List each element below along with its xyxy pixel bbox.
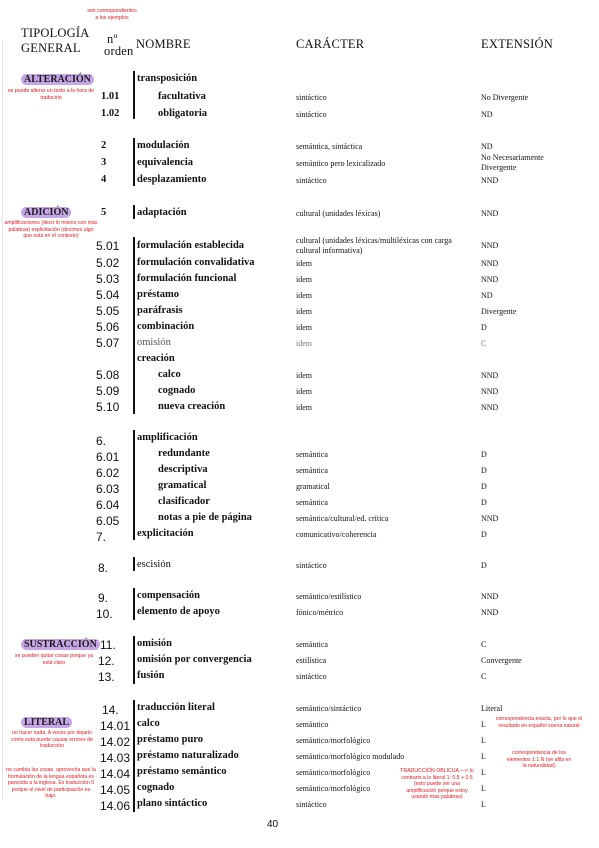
- row-ext: No Divergente: [481, 93, 529, 102]
- row-name: omisión: [137, 638, 173, 649]
- category-sustraccion: SUSTRACCIÓN: [21, 639, 100, 650]
- scan-margin-line: [2, 40, 6, 800]
- row-num: 11.: [100, 638, 116, 652]
- row-ext: L: [481, 784, 486, 793]
- row-name: compensación: [137, 590, 200, 601]
- row-num: 5.10: [96, 400, 120, 414]
- row-ext: L: [481, 736, 486, 745]
- row-num: 5.04: [96, 288, 120, 302]
- row-ext: C: [481, 640, 487, 649]
- row-char: semántico/morfológico: [296, 736, 371, 745]
- row-num: 6.: [96, 434, 107, 448]
- note-adicion: amplificaciones (decir lo mismo con más palabras) explicitación (decimos algo que está en el contexto): [4, 220, 98, 240]
- row-name: equivalencia: [137, 157, 194, 168]
- row-num: 6.03: [96, 482, 120, 496]
- row-ext: Convergente: [481, 656, 522, 665]
- row-ext-2: Divergente: [481, 163, 517, 172]
- row-ext: D: [481, 561, 487, 570]
- header-handwritten-note: son correspondientes a los ejemplos: [87, 8, 137, 21]
- row-char: semántico/morfológico: [296, 768, 371, 777]
- row-name: modulación: [137, 140, 190, 151]
- row-ext: D: [481, 466, 487, 475]
- row-num: 5.03: [96, 272, 120, 286]
- row-char: idem: [296, 307, 312, 316]
- category-adicion: ADICIÓN: [21, 207, 71, 218]
- row-name: fusión: [137, 670, 165, 681]
- row-ext: NND: [481, 209, 499, 218]
- annotation-correspondencia-exacta: correspondencia exacta, por lo que el resultado en español suena natural: [495, 716, 583, 729]
- row-name: descriptiva: [158, 464, 208, 475]
- row-name: cognado: [158, 385, 196, 396]
- row-name: explicitación: [137, 528, 194, 539]
- row-num: 14.: [102, 703, 119, 717]
- row-name: notas a pie de página: [158, 512, 252, 523]
- row-ext: ND: [481, 142, 493, 151]
- row-char: idem: [296, 339, 312, 348]
- row-ext: NND: [481, 275, 499, 284]
- row-num: 5.08: [96, 368, 120, 382]
- row-name: clasificador: [158, 496, 210, 507]
- header-orden: orden: [104, 44, 134, 58]
- row-num: 5.05: [96, 304, 120, 318]
- row-ext: D: [481, 323, 487, 332]
- note-alteracion: se puede alterar un texto a la hora de traducirlo: [7, 88, 95, 101]
- row-ext: NND: [481, 371, 499, 380]
- row-num: 14.02: [100, 735, 131, 749]
- row-char: semántico/morfológico modulado: [296, 752, 405, 761]
- row-name: préstamo naturalizado: [137, 750, 239, 761]
- row-char: idem: [296, 259, 312, 268]
- row-ext: L: [481, 720, 486, 729]
- row-name: combinación: [137, 321, 195, 332]
- group-bar-compensacion: [133, 588, 135, 620]
- row-char: semántica/cultural/ed. crítica: [296, 514, 389, 523]
- row-ext: ND: [481, 110, 493, 119]
- row-name: préstamo puro: [137, 734, 204, 745]
- note-literal-1: no hacer nada. A veces por dejarlo como está puede causar errores de traducción: [11, 730, 93, 750]
- row-char: idem: [296, 291, 312, 300]
- row-name: formulación funcional: [137, 273, 237, 284]
- row-char: idem: [296, 387, 312, 396]
- row-name: paráfrasis: [137, 305, 183, 316]
- row-num: 5: [101, 207, 107, 218]
- row-char: cultural (unidades léxicas/multiléxicas con carga: [296, 236, 452, 245]
- group-bar-transposicion: [133, 71, 135, 119]
- row-ext: NND: [481, 387, 499, 396]
- row-char: semántico: [296, 720, 329, 729]
- row-num: 9.: [98, 591, 109, 605]
- header-general: GENERAL: [21, 41, 81, 55]
- row-num: 4: [101, 174, 107, 185]
- group-bar-amplificacion: [133, 430, 135, 540]
- row-ext: D: [481, 450, 487, 459]
- row-char: comunicativo/coherencia: [296, 530, 377, 539]
- row-name: omisión por convergencia: [137, 654, 252, 665]
- row-num: 5.02: [96, 256, 120, 270]
- header-extension: EXTENSIÓN: [481, 37, 553, 51]
- row-ext: L: [481, 800, 486, 809]
- row-char: semántica: [296, 640, 328, 649]
- row-num: 14.06: [100, 799, 131, 813]
- row-name: obligatoria: [158, 108, 207, 119]
- row-name: traducción literal: [137, 702, 215, 713]
- row-char: semántico/sintáctico: [296, 704, 362, 713]
- row-ext: NND: [481, 592, 499, 601]
- row-char: sintáctico: [296, 176, 327, 185]
- group-bar-omision: [133, 636, 135, 684]
- row-num: 14.03: [100, 751, 131, 765]
- row-ext: NND: [481, 403, 499, 412]
- row-num: 1.01: [101, 91, 120, 102]
- row-num: 12.: [98, 654, 115, 668]
- row-num: 3: [101, 157, 107, 168]
- row-ext: D: [481, 498, 487, 507]
- row-num: 6.04: [96, 498, 120, 512]
- row-num: 5.01: [96, 239, 120, 253]
- group-bar-escision: [133, 557, 135, 571]
- group-bar-modulacion: [133, 138, 135, 186]
- row-char: semántica: [296, 450, 328, 459]
- row-ext: L: [481, 752, 486, 761]
- row-ext: Literal: [481, 704, 503, 713]
- row-ext: D: [481, 530, 487, 539]
- row-name: creación: [137, 353, 175, 364]
- row-char: sintáctico: [296, 561, 327, 570]
- row-ext: Divergente: [481, 307, 517, 316]
- row-name: cognado: [137, 782, 175, 793]
- row-name: elemento de apoyo: [137, 606, 220, 617]
- row-char: semántica: [296, 498, 328, 507]
- row-name: préstamo semántico: [137, 766, 227, 777]
- row-num: 6.02: [96, 466, 120, 480]
- row-name: omisión: [137, 337, 171, 348]
- row-name: calco: [137, 718, 160, 729]
- header-caracter: CARÁCTER: [296, 37, 365, 51]
- header-tipologia: TIPOLOGÍA: [21, 26, 90, 40]
- row-name: formulación establecida: [137, 240, 245, 251]
- row-ext: D: [481, 482, 487, 491]
- row-char: sintáctico: [296, 672, 327, 681]
- row-name: gramatical: [158, 480, 207, 491]
- row-num: 8.: [98, 561, 109, 575]
- row-ext: NND: [481, 608, 499, 617]
- header-n: nº: [107, 32, 118, 46]
- annotation-traduccion-oblicua: TRADUCCIÓN OBLICUA —> lo contrario a lo literal 1: 0.5 + 0.5 (esto puede ser una amplificación porque estoy usando más palabras): [400, 768, 474, 801]
- row-num: 14.04: [100, 767, 131, 781]
- row-name: calco: [158, 369, 181, 380]
- row-num: 5.09: [96, 384, 120, 398]
- row-char: idem: [296, 371, 312, 380]
- note-sustraccion: se pueden quitar cosas porque ya está claro: [14, 653, 94, 666]
- row-char: fónico/métrico: [296, 608, 344, 617]
- row-char: semántica, sintáctica: [296, 142, 363, 151]
- header-nombre: NOMBRE: [136, 37, 191, 51]
- row-name: desplazamiento: [137, 174, 207, 185]
- row-num: 6.01: [96, 450, 120, 464]
- row-name: escisión: [137, 559, 171, 570]
- row-char: sintáctico: [296, 800, 327, 809]
- row-num: 13.: [98, 670, 115, 684]
- category-literal: LITERAL: [21, 717, 72, 728]
- row-char: estilística: [296, 656, 327, 665]
- row-ext: NND: [481, 241, 499, 250]
- row-name: formulación convalidativa: [137, 257, 255, 268]
- row-char: semántico/estilístico: [296, 592, 362, 601]
- row-num: 14.05: [100, 783, 131, 797]
- row-char: gramatical: [296, 482, 330, 491]
- row-char: idem: [296, 323, 312, 332]
- row-name: redundante: [158, 448, 210, 459]
- note-literal-2: no cambia las cosas, aprovecha que la formulación de la lengua española es parecida a la inglesa. Es traducción 0 porque el nivel de participación es bajo.: [6, 767, 96, 800]
- row-name: transposición: [137, 73, 198, 84]
- group-bar-creacion: [133, 352, 135, 414]
- group-bar-adaptacion: [133, 205, 135, 219]
- row-char: sintáctico: [296, 110, 327, 119]
- row-char: semántico/morfológico: [296, 784, 371, 793]
- row-char: idem: [296, 403, 312, 412]
- row-num: 2: [101, 140, 107, 151]
- category-alteracion: ALTERACIÓN: [21, 74, 94, 85]
- row-char: cultural (unidades léxicas): [296, 209, 381, 218]
- row-char: semántica: [296, 466, 328, 475]
- row-num: 10.: [96, 607, 113, 621]
- row-char: idem: [296, 275, 312, 284]
- row-name: adaptación: [137, 207, 187, 218]
- row-ext: C: [481, 339, 487, 348]
- row-ext: L: [481, 768, 486, 777]
- row-name: facultativa: [158, 91, 206, 102]
- row-ext: C: [481, 672, 487, 681]
- row-name: amplificación: [137, 432, 198, 443]
- annotation-correspondencia-elementos: correspondencia de los elementos 1:1 N (se afila en la naturalidad): [506, 750, 572, 770]
- page-number: 40: [267, 819, 279, 830]
- row-ext: NND: [481, 514, 499, 523]
- row-ext: NND: [481, 259, 499, 268]
- row-num: 5.07: [96, 336, 120, 350]
- row-char: semántico pero lexicalizado: [296, 159, 386, 168]
- row-ext: No Necesariamente: [481, 153, 544, 162]
- row-num: 14.01: [100, 719, 131, 733]
- row-ext: NND: [481, 176, 499, 185]
- group-bar-literal: [133, 700, 135, 812]
- group-bar-formulacion: [133, 237, 135, 353]
- row-num: 1.02: [101, 108, 120, 119]
- row-num: 5.06: [96, 320, 120, 334]
- row-name: nueva creación: [158, 401, 226, 412]
- row-name: préstamo: [137, 289, 179, 300]
- row-num: 6.05: [96, 514, 120, 528]
- row-char-2: cultural informativa): [296, 246, 363, 255]
- row-ext: ND: [481, 291, 493, 300]
- row-name: plano sintáctico: [137, 798, 208, 809]
- row-char: sintáctico: [296, 93, 327, 102]
- row-num: 7.: [96, 530, 107, 544]
